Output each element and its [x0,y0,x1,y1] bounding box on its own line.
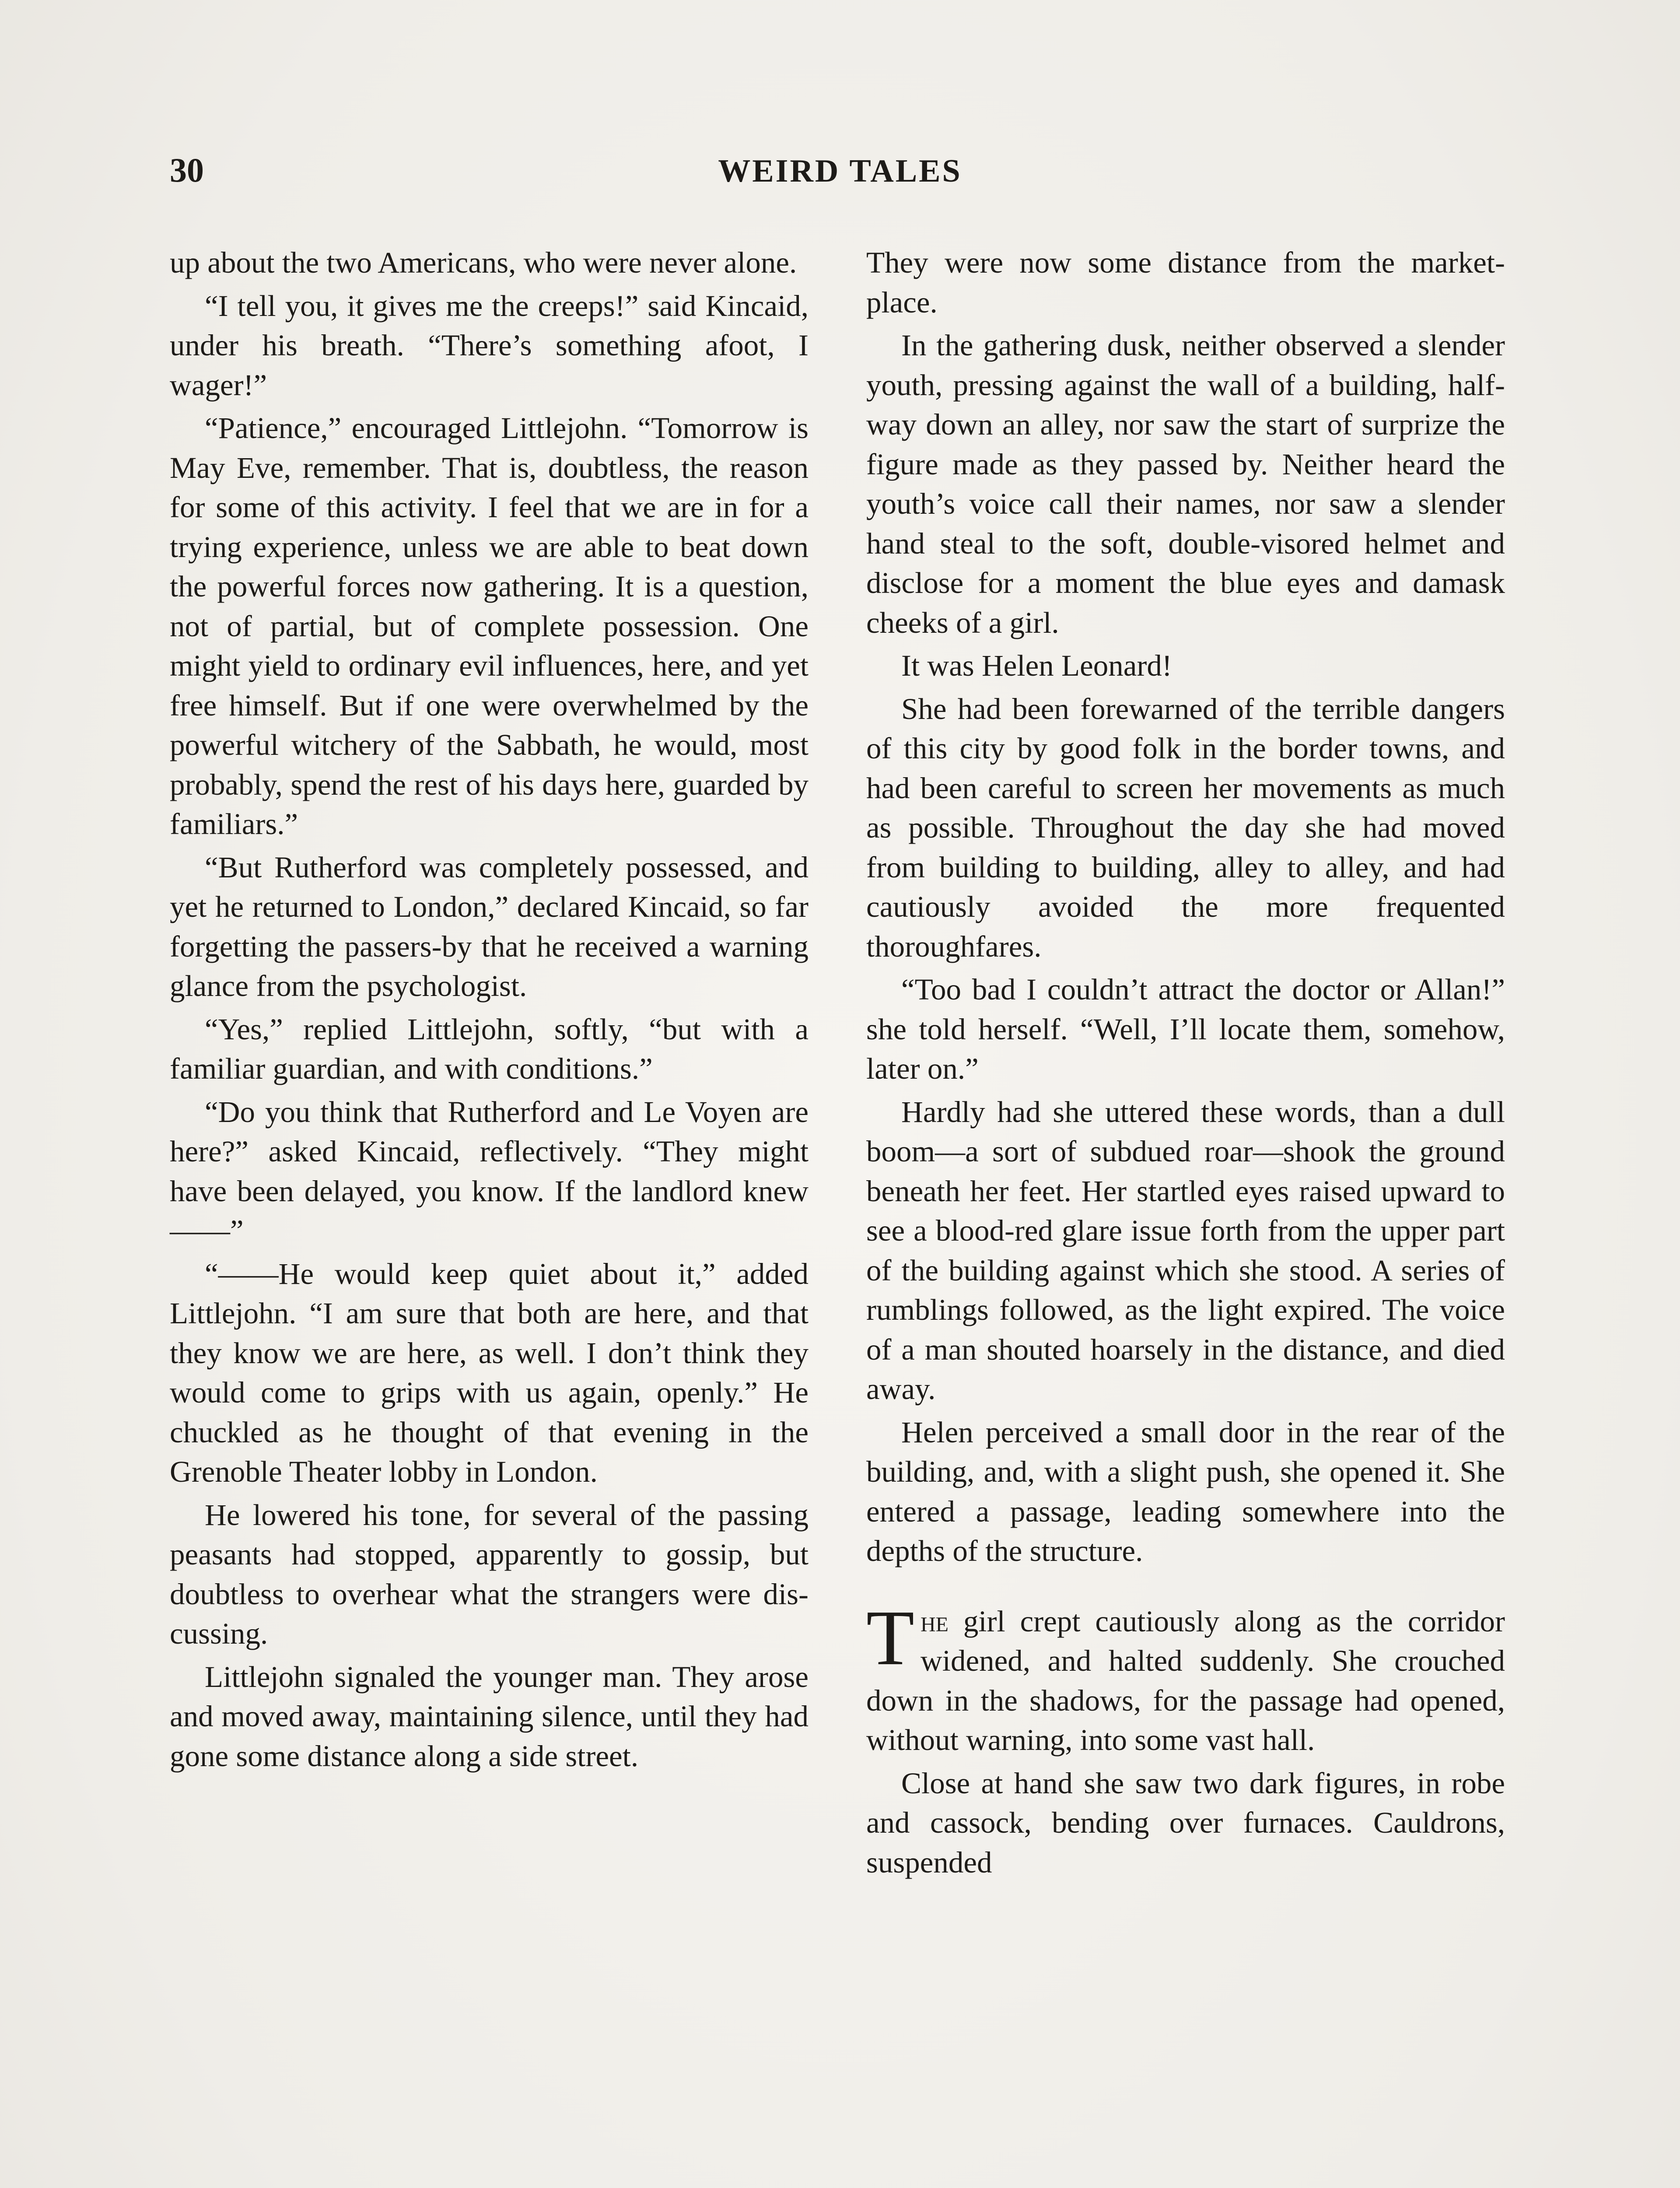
paragraph: She had been forewarned of the terrible dangers of this city by good folk in the border towns, and had been careful to screen her movements as much as possible. Throughout the day she had moved from building to building, alley to alley, and had cautiously avoided the more frequented thoroughfares. [866,692,1505,963]
left-column [170,243,808,1779]
paragraph: “Patience,” encouraged Littlejohn. “Tomorrow is May Eve, remember. That is, doubtless, the reason for some of this activity. I feel that we are in for a trying experience, unless we are able to beat down the powerful forces now gathering. It is a question, not of partial, but of complete possession. One might yield to ordinary evil influences, here, and yet free himself. But if one were overwhelmed by the powerful witchery of the Sabbath, he would, most probably, spend the rest of his days here, guarded by familiars.” [170,411,808,841]
paragraph: Close at hand she saw two dark figures, in robe and cassock, bending over furnaces. Cauldrons, suspended [866,1766,1505,1879]
paragraph: Hardly had she uttered these words, than a dull boom—a sort of subdued roar—shook the ground beneath her feet. Her startled eyes raised upward to see a blood-red glare issue forth from the upper part of the building against which she stood. A series of rumblings followed, as the light expired. The voice of a man shouted hoarsely in the distance, and died away. [866,1095,1505,1406]
paragraph: He lowered his tone, for several of the passing peasants had stopped, apparently to gossip, but doubtless to overhear what the strangers were discussing. [170,1498,808,1650]
paragraph: “Do you think that Rutherford and Le Voyen are here?” asked Kincaid, reflectively. “They might have been delayed, you know. If the landlord knew——” [170,1095,808,1247]
paragraph: It was Helen Leonard! [901,649,1172,682]
paragraph: “Yes,” replied Littlejohn, softly, “but with a familiar guardian, and with conditions.” [170,1012,808,1085]
paragraph: “Too bad I couldn’t attract the doctor or Allan!” she told herself. “Well, I’ll locate them, somehow, later on.” [866,973,1505,1085]
paragraph: In the gathering dusk, neither observed a slender youth, pressing against the wall of a building, halfway down an alley, nor saw the start of surprize the figure made as they passed by. Neither heard the youth’s voice call their names, nor saw a slender hand steal to the soft, double-visored helmet and disclose for a moment the blue eyes and damask cheeks of a girl. [866,329,1505,639]
drop-cap: T [866,1594,914,1681]
section-opening-paragraph [866,1594,1505,1760]
right-column [866,243,1505,1886]
running-title: WEIRD TALES [718,153,962,189]
paragraph: “I tell you, it gives me the creeps!” said Kincaid, under his breath. “There’s something afoot, I wager!” [170,289,808,402]
page-number: 30 [170,151,204,189]
paragraph: “But Rutherford was completely possessed, and yet he returned to London,” declared Kincaid, so far forgetting the passers-by that he received a warning glance from the psychologist. [170,850,808,1003]
paragraph: They were now some distance from the market-place. [866,246,1505,319]
paragraph: Helen perceived a small door in the rear of the building, and, with a slight push, she opened it. She entered a passage, leading somewhere into the depths of the structure. [866,1415,1505,1567]
paragraph: up about the two Americans, who were never alone. [170,246,797,279]
paragraph: Littlejohn signaled the younger man. They arose and moved away, maintaining silence, until they had gone some distance along a side street. [170,1660,808,1773]
small-caps-lead: he [920,1604,948,1638]
section-opening-text: girl crept cautiously along as the corridor widened, and halted suddenly. She crouched down in the shadows, for the passage had opened, without warning, into some vast hall. [866,1604,1505,1757]
paragraph: “——He would keep quiet about it,” added Littlejohn. “I am sure that both are here, and that they know we are here, as well. I don’t think they would come to grips with us again, openly.” He chuckled as he thought of that evening in the Grenoble Theater lobby in London. [170,1257,808,1488]
